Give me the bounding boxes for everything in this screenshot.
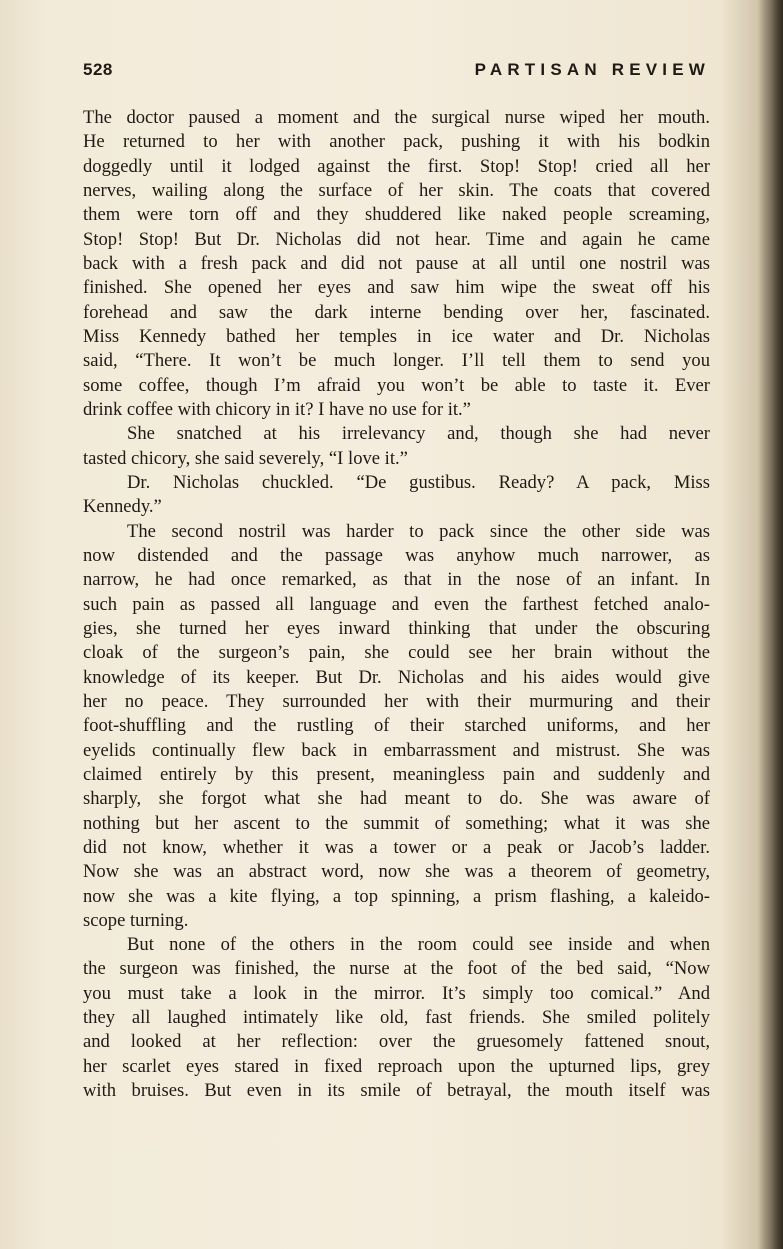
text-line: gies, she turned her eyes inward thinking that under the obscuring bbox=[83, 617, 710, 639]
text-line: nothing but her ascent to the summit of something; what it was she bbox=[83, 812, 710, 834]
text-line: her scarlet eyes stared in fixed reproach upon the upturned lips, grey bbox=[83, 1055, 710, 1077]
text-line: the surgeon was finished, the nurse at the foot of the bed said, “Now bbox=[83, 958, 710, 980]
text-line: drink coffee with chicory in it? I have no use for it.” bbox=[83, 398, 471, 420]
text-line: they all laughed intimately like old, fast friends. She smiled politely bbox=[83, 1007, 710, 1029]
text-line: She snatched at his irrelevancy and, though she had never bbox=[127, 423, 710, 445]
text-line: scope turning. bbox=[83, 909, 189, 931]
text-line: doggedly until it lodged against the first. Stop! Stop! cried all her bbox=[83, 155, 710, 177]
text-line: But none of the others in the room could see inside and when bbox=[127, 934, 710, 956]
text-line: He returned to her with another pack, pushing it with his bodkin bbox=[83, 131, 710, 153]
page-number: 528 bbox=[83, 60, 113, 79]
text-line: tasted chicory, she said severely, “I love it.” bbox=[83, 447, 408, 469]
text-line: cloak of the surgeon’s pain, she could see her brain without the bbox=[83, 642, 710, 664]
text-line: now distended and the passage was anyhow much narrower, as bbox=[83, 544, 710, 566]
text-line: The doctor paused a moment and the surgical nurse wiped her mouth. bbox=[83, 107, 710, 128]
text-line: Kennedy.” bbox=[83, 496, 162, 518]
text-line: The second nostril was harder to pack since the other side was bbox=[127, 520, 710, 542]
text-line: eyelids continually flew back in embarrassment and mistrust. She was bbox=[83, 739, 710, 761]
text-line: did not know, whether it was a tower or a peak or Jacob’s ladder. bbox=[83, 836, 710, 858]
text-line: sharply, she forgot what she had meant to do. She was aware of bbox=[83, 788, 710, 810]
text-line: now she was a kite flying, a top spinning, a prism flashing, a kaleido- bbox=[83, 885, 710, 907]
body-text bbox=[83, 106, 710, 1103]
text-line: nerves, wailing along the surface of her skin. The coats that covered bbox=[83, 179, 710, 201]
text-line: back with a fresh pack and did not pause at all until one nostril was bbox=[83, 252, 710, 274]
page-edge-shadow bbox=[757, 0, 783, 1249]
text-line: Now she was an abstract word, now she was a theorem of geometry, bbox=[83, 861, 710, 883]
text-line: said, “There. It won’t be much longer. I’ll tell them to send you bbox=[83, 350, 710, 372]
text-line: Miss Kennedy bathed her temples in ice water and Dr. Nicholas bbox=[83, 325, 710, 347]
text-line: narrow, he had once remarked, as that in the nose of an infant. In bbox=[83, 569, 710, 591]
text-line: forehead and saw the dark interne bending over her, fascinated. bbox=[83, 301, 710, 323]
text-line: claimed entirely by this present, meaningless pain and suddenly and bbox=[83, 763, 710, 785]
text-line: Dr. Nicholas chuckled. “De gustibus. Ready? A pack, Miss bbox=[127, 471, 710, 493]
text-line: foot-shuffling and the rustling of their starched uniforms, and her bbox=[83, 715, 710, 737]
text-line: finished. She opened her eyes and saw him wipe the sweat off his bbox=[83, 277, 710, 299]
text-line: you must take a look in the mirror. It’s simply too comical.” And bbox=[83, 982, 710, 1004]
text-line: Stop! Stop! But Dr. Nicholas did not hear. Time and again he came bbox=[83, 228, 710, 250]
text-line: knowledge of its keeper. But Dr. Nicholas and his aides would give bbox=[83, 666, 710, 688]
running-header bbox=[83, 60, 710, 88]
text-line: some coffee, though I’m afraid you won’t be able to taste it. Ever bbox=[83, 374, 710, 396]
text-line: with bruises. But even in its smile of betrayal, the mouth itself was bbox=[83, 1080, 710, 1102]
text-line: them were torn off and they shuddered like naked people screaming, bbox=[83, 204, 710, 226]
journal-title: PARTISAN REVIEW bbox=[474, 60, 710, 79]
text-line: and looked at her reflection: over the gruesomely fattened snout, bbox=[83, 1031, 710, 1053]
text-line: such pain as passed all language and even the farthest fetched analo- bbox=[83, 593, 710, 615]
text-line: her no peace. They surrounded her with their murmuring and their bbox=[83, 690, 710, 712]
